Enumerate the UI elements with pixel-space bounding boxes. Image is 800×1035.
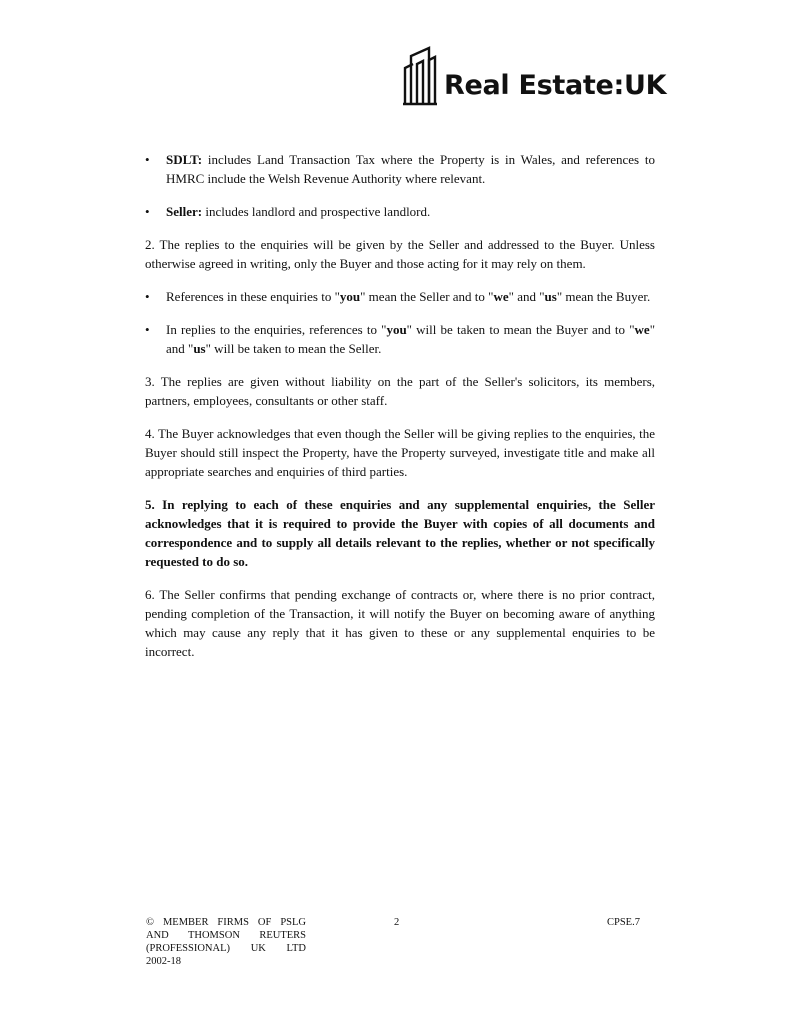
reference-text: References in these enquiries to "	[166, 289, 340, 304]
copyright-notice	[146, 916, 306, 968]
logo-text: Real Estate:UK	[444, 69, 667, 101]
definition-text: includes Land Transaction Tax where the Property is in Wales, and references to HMRC include the Welsh Revenue Authority where relevant.	[166, 152, 655, 186]
reference-bullet-2	[145, 320, 655, 358]
reference-text: In replies to the enquiries, references to "	[166, 322, 387, 337]
reference-text: " and "	[166, 322, 655, 356]
bullet-icon: •	[145, 322, 150, 337]
bullet-icon: •	[145, 152, 150, 167]
bullet-icon: •	[145, 204, 150, 219]
paragraph-5: 5. In replying to each of these enquiries and any supplemental enquiries, the Seller acknowledges that it is required to provide the Buyer with copies of all documents and correspondence and to supply all details relevant to the replies, whether or not specifically requested to do so.	[145, 497, 655, 569]
reference-text: " and "	[508, 289, 545, 304]
reference-bold: we	[634, 322, 650, 337]
reference-bullet-1	[145, 287, 655, 306]
copyright-line: (PROFESSIONAL) UK LTD	[146, 943, 306, 954]
bullet-icon: •	[145, 289, 150, 304]
reference-bold: us	[544, 289, 557, 304]
reference-bold: you	[339, 289, 361, 304]
definition-sdlt	[145, 150, 655, 188]
paragraph-2: 2. The replies to the enquiries will be given by the Seller and addressed to the Buyer. Unless otherwise agreed in writing, only the Buyer and those acting for it may rely on them.	[145, 237, 655, 271]
definition-text: includes landlord and prospective landlord.	[202, 204, 431, 219]
brand-logo	[402, 46, 666, 106]
reference-text: " will be taken to mean the Buyer and to "	[406, 322, 635, 337]
definition-seller	[145, 202, 655, 221]
paragraph-3: 3. The replies are given without liability on the part of the Seller's solicitors, its members, partners, employees, consultants or other staff.	[145, 374, 655, 408]
copyright-line: 2002-18	[146, 956, 181, 967]
paragraph-6: 6. The Seller confirms that pending exchange of contracts or, where there is no prior contract, pending completion of the Transaction, it will notify the Buyer on becoming aware of anything which may cause any reply that it has given to these or any supplemental enquiries to be incorrect.	[145, 587, 655, 659]
document-body	[145, 150, 655, 675]
reference-text: " mean the Seller and to "	[360, 289, 494, 304]
reference-text: " will be taken to mean the Seller.	[205, 341, 382, 356]
document-code: CPSE.7	[607, 917, 640, 928]
paragraph-4: 4. The Buyer acknowledges that even though the Seller will be giving replies to the enquiries, the Buyer should still inspect the Property, have the Property surveyed, investigate title and make all appropriate searches and enquiries of third parties.	[145, 426, 655, 479]
copyright-line: © MEMBER FIRMS OF PSLG	[146, 917, 306, 928]
definition-term: SDLT:	[166, 152, 203, 167]
page-number: 2	[394, 917, 400, 928]
definition-term: Seller:	[166, 204, 203, 219]
reference-bold: we	[493, 289, 509, 304]
reference-bold: us	[193, 341, 206, 356]
building-logo-icon	[402, 46, 438, 106]
reference-text: " mean the Buyer.	[556, 289, 651, 304]
copyright-line: AND THOMSON REUTERS	[146, 930, 306, 941]
reference-bold: you	[386, 322, 407, 337]
